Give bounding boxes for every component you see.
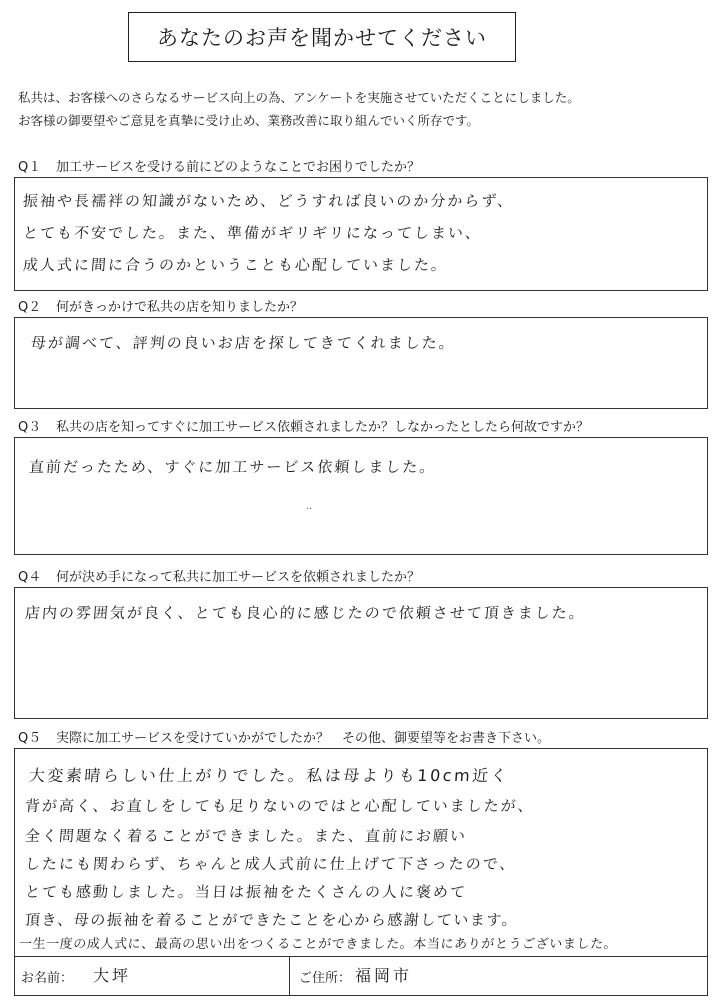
answer-line: 成人式に間に合うのかということも心配していました。: [22, 256, 449, 274]
question-2: [18, 296, 303, 315]
answer-line: 大変素晴らしい仕上がりでした。私は母よりも10cm近く: [28, 766, 510, 785]
address-label: ご住所：: [299, 971, 352, 986]
answer-line: 全く問題なく着ることができました。また、直前にお願い: [24, 827, 468, 845]
question-1: [18, 156, 420, 175]
question-text: 実際に加工サービスを受けていかがでしたか？ その他、御要望等をお書き下さい。: [56, 731, 551, 746]
intro-line: お客様の御要望やご意見を真摯に受け止め、業務改善に取り組んでいく所存です。: [18, 113, 480, 128]
answer-line: 一生一度の成人式に、最高の思い出をつくることができました。本当にありがとうございました。: [18, 937, 618, 952]
question-number: Q１: [18, 160, 42, 175]
answer-line: 店内の雰囲気が良く、とても良心的に感じたので依頼させて頂きました。: [24, 604, 587, 622]
intro-line: 私共は、お客様へのさらなるサービス向上の為、アンケートを実施させていただくことにしました。: [18, 90, 580, 105]
intro-text: [18, 86, 708, 132]
answer-line: 頂き、母の振袖を着ることができたことを心から感謝しています。: [24, 911, 519, 929]
answer-box-1: [14, 177, 708, 291]
answer-line: したにも関わらず、ちゃんと成人式前に仕上げて下さったので、: [24, 855, 518, 873]
question-number: Q２: [18, 300, 42, 315]
question-3: [18, 416, 589, 435]
answer-box-2: [14, 317, 708, 409]
answer-line: 直前だったため、すぐに加工サービス依頼しました。: [28, 458, 438, 476]
question-text: 加工サービスを受ける前にどのようなことでお困りでしたか？: [56, 160, 421, 175]
question-text: 私共の店を知ってすぐに加工サービス依頼されましたか？しなかったとしたら何故ですか？: [56, 420, 590, 435]
customer-info: [14, 956, 708, 996]
name-label: お名前：: [21, 971, 74, 986]
answer-box-3: [14, 437, 708, 555]
question-text: 何がきっかけで私共の店を知りましたか？: [56, 300, 304, 315]
question-number: Q３: [18, 420, 42, 435]
answer-line: とても不安でした。また、準備がギリギリになってしまい、: [22, 224, 483, 242]
question-4: [18, 566, 420, 585]
answer-line: 背が高く、お直しをしても足りないのではと心配していましたが、: [24, 797, 536, 815]
answer-line: 振袖や長襦袢の知識がないため、どうすれば良いのか分からず、: [22, 192, 515, 210]
stray-mark: ··: [306, 504, 313, 515]
answer-box-4: [14, 587, 708, 719]
answer-line: とても感動しました。当日は振袖をたくさんの人に褒めて: [24, 883, 468, 901]
page-title: あなたのお声を聞かせてください: [128, 12, 516, 62]
question-5: [18, 727, 550, 746]
question-number: Q４: [18, 570, 42, 585]
name-value: 大坪: [93, 966, 132, 985]
address-value: 福岡市: [355, 966, 413, 985]
question-text: 何が決め手になって私共に加工サービスを依頼されましたか？: [56, 570, 421, 585]
answer-line: 母が調べて、評判の良いお店を探してきてくれました。: [30, 334, 457, 352]
question-number: Q５: [18, 731, 42, 746]
answer-box-5: [14, 748, 708, 956]
footer-divider: [289, 957, 290, 995]
